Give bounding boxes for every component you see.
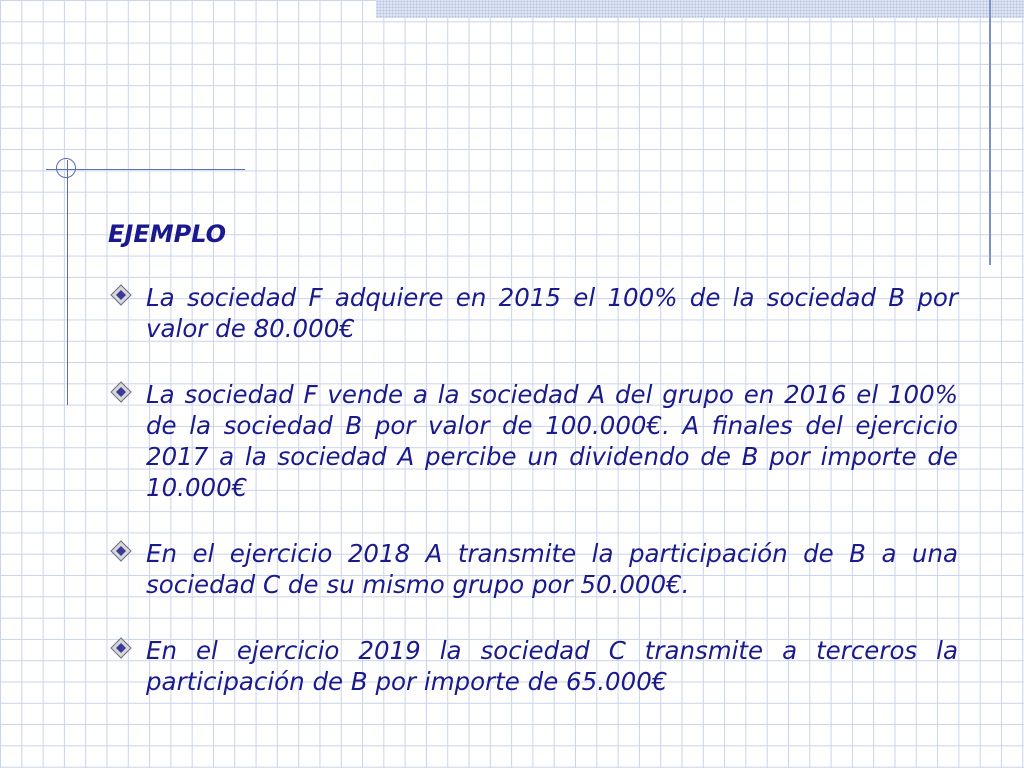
list-item <box>108 379 958 503</box>
list-item <box>108 282 958 344</box>
slide-title: EJEMPLO <box>108 220 227 248</box>
slide-content <box>108 218 958 732</box>
diamond-bullet-icon <box>110 381 132 403</box>
bullet-text: La sociedad F adquiere en 2015 el 100% de la sociedad B por valor de 80.000€ <box>146 283 958 343</box>
diamond-bullet-icon <box>110 284 132 306</box>
diamond-bullet-icon <box>110 637 132 659</box>
corner-vertical-rule <box>67 160 68 405</box>
bullet-text: En el ejercicio 2018 A transmite la participación de B a una sociedad C de su mismo grupo por 50.000€. <box>146 539 958 599</box>
bullet-list <box>108 282 958 697</box>
corner-circle-ornament <box>56 158 76 178</box>
diamond-bullet-icon <box>110 540 132 562</box>
list-item <box>108 538 958 600</box>
top-decorative-band <box>376 0 1024 18</box>
right-decorative-rule <box>989 0 991 265</box>
bullet-text: La sociedad F vende a la sociedad A del grupo en 2016 el 100% de la sociedad B por valor de 100.000€. A finales del ejercicio 2017 a la sociedad A percibe un dividendo de B por importe de 10.000€ <box>146 380 958 502</box>
bullet-text: En el ejercicio 2019 la sociedad C transmite a terceros la participación de B por importe de 65.000€ <box>146 636 958 696</box>
list-item <box>108 635 958 697</box>
